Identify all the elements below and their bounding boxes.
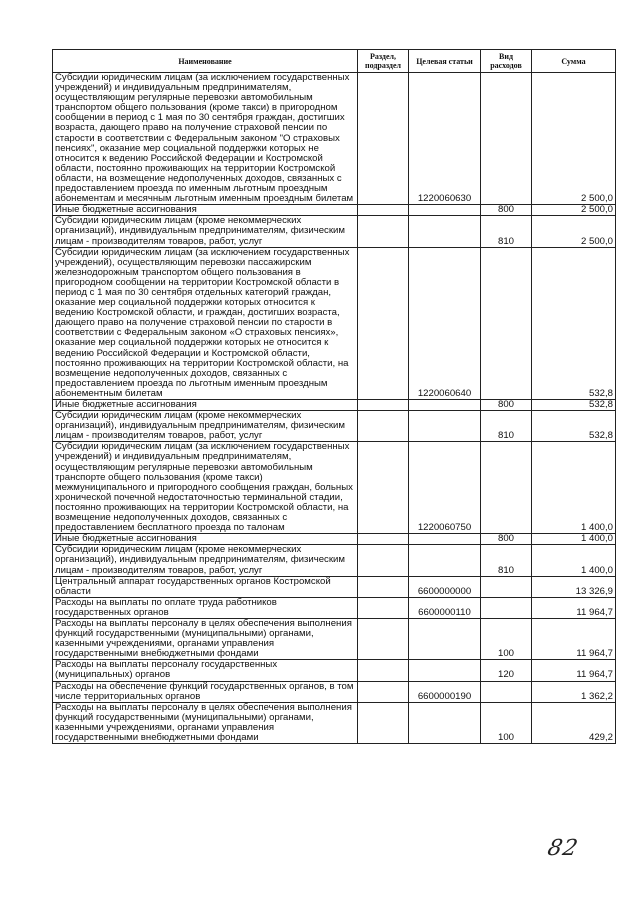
- row-expense: [481, 576, 532, 597]
- page-number: 82: [545, 836, 581, 861]
- row-expense: [481, 247, 532, 399]
- row-target: 1220060630: [409, 73, 481, 205]
- row-section: [358, 216, 409, 247]
- row-name: Расходы на выплаты по оплате труда работников государственных органов: [53, 597, 358, 618]
- row-target: [409, 660, 481, 681]
- table-header-row: [53, 50, 616, 73]
- row-expense: 810: [481, 216, 532, 247]
- row-sum: 11 964,7: [532, 597, 616, 618]
- row-sum: 11 964,7: [532, 618, 616, 659]
- header-sum: Сумма: [532, 50, 616, 73]
- row-sum: 532,8: [532, 411, 616, 442]
- row-name: Расходы на выплаты персоналу государственных (муниципальных) органов: [53, 660, 358, 681]
- row-target: [409, 618, 481, 659]
- row-expense: [481, 442, 532, 534]
- header-name: Наименование: [53, 50, 358, 73]
- row-expense: 810: [481, 545, 532, 576]
- row-target: 1220060640: [409, 247, 481, 399]
- table-row: [53, 618, 616, 659]
- header-target: Целевая статьи: [409, 50, 481, 73]
- table-row: [53, 205, 616, 216]
- row-target: [409, 702, 481, 743]
- row-name: Расходы на выплаты персоналу в целях обеспечения выполнения функций государственными (муниципальными) органами, казенными учреждениями, органами управления государственными внебюджетными фондами: [53, 702, 358, 743]
- row-section: [358, 597, 409, 618]
- row-section: [358, 702, 409, 743]
- row-sum: 1 400,0: [532, 442, 616, 534]
- row-expense: 800: [481, 205, 532, 216]
- row-section: [358, 660, 409, 681]
- header-expense: Вид расходов: [481, 50, 532, 73]
- row-expense: [481, 681, 532, 702]
- row-section: [358, 618, 409, 659]
- row-sum: 2 500,0: [532, 73, 616, 205]
- row-name: Иные бюджетные ассигнования: [53, 205, 358, 216]
- row-expense: 810: [481, 411, 532, 442]
- row-expense: 800: [481, 534, 532, 545]
- table-row: [53, 534, 616, 545]
- row-sum: 2 500,0: [532, 205, 616, 216]
- row-name: Субсидии юридическим лицам (за исключением государственных учреждений), осуществляющим перевозки пассажирским железнодорожным транспортом общего пользования в пригородном сообщении на территории Костромской области в период с 1 мая по 30 сентября отдельных категорий граждан, оказание мер социальной поддержки которых относится к ведению Костромской области, и граждан, достигших возраста, дающего право на получение страховой пенсии по старости в соответствии с Федеральным законом «О страховых пенсиях», оказание мер социальной поддержки которых не относится к ведению Российской Федерации и Костромской области, постоянно проживающих на территории Костромской области, на возмещение недополученных доходов, связанных с предоставлением проезда по льготным именным проездным абонементным билетам: [53, 247, 358, 399]
- table-row: [53, 681, 616, 702]
- row-name: Иные бюджетные ассигнования: [53, 534, 358, 545]
- table-row: [53, 216, 616, 247]
- row-name: Расходы на обеспечение функций государственных органов, в том числе территориальных органов: [53, 681, 358, 702]
- row-target: [409, 545, 481, 576]
- row-target: 6600000190: [409, 681, 481, 702]
- row-expense: 120: [481, 660, 532, 681]
- row-name: Субсидии юридическим лицам (за исключением государственных учреждений) и индивидуальным предпринимателям, осуществляющим регулярные перевозки автомобильным транспорте общего пользования (кроме такси) межмуниципального и пригородного сообщения граждан, больных хронической почечной недостаточностью терминальной стадии, постоянно проживающих на территории Костромской области, на возмещение недополученных доходов, связанных с предоставлением бесплатного проезда по талонам: [53, 442, 358, 534]
- row-sum: 11 964,7: [532, 660, 616, 681]
- row-expense: 100: [481, 618, 532, 659]
- row-sum: 2 500,0: [532, 216, 616, 247]
- table-row: [53, 545, 616, 576]
- row-section: [358, 534, 409, 545]
- row-name: Субсидии юридическим лицам (за исключением государственных учреждений) и индивидуальным предпринимателям, осуществляющим регулярные перевозки автомобильным транспортом общего пользования (кроме такси) в пригородном сообщении в период с 1 мая по 30 сентября граждан, достигших возраста, дающего право на получение страховой пенсии по старости в соответствии с Федеральным законом "О страховых пенсиях", оказание мер социальной поддержки которых не относится к ведению Российской Федерации и Костромской области, постоянно проживающих на территории Костромской области, на возмещение недополученных доходов, связанных с предоставлением проезда по именным льготным проездным абонементам и месячным льготным именным проездным билетам: [53, 73, 358, 205]
- table-row: [53, 411, 616, 442]
- row-target: 6600000000: [409, 576, 481, 597]
- row-name: Субсидии юридическим лицам (кроме некоммерческих организаций), индивидуальным предпринимателям, физическим лицам - производителям товаров, работ, услуг: [53, 216, 358, 247]
- row-expense: 100: [481, 702, 532, 743]
- row-section: [358, 442, 409, 534]
- row-sum: 1 400,0: [532, 545, 616, 576]
- row-target: [409, 534, 481, 545]
- row-expense: [481, 597, 532, 618]
- row-section: [358, 545, 409, 576]
- table-row: [53, 660, 616, 681]
- row-sum: 13 326,9: [532, 576, 616, 597]
- row-sum: 429,2: [532, 702, 616, 743]
- row-section: [358, 73, 409, 205]
- row-name: Центральный аппарат государственных органов Костромской области: [53, 576, 358, 597]
- row-expense: [481, 73, 532, 205]
- row-sum: 532,8: [532, 400, 616, 411]
- budget-table: [52, 49, 616, 744]
- header-section: Раздел, подраздел: [358, 50, 409, 73]
- row-sum: 532,8: [532, 247, 616, 399]
- table-row: [53, 597, 616, 618]
- row-sum: 1 362,2: [532, 681, 616, 702]
- row-section: [358, 205, 409, 216]
- table-row: [53, 442, 616, 534]
- row-target: 6600000110: [409, 597, 481, 618]
- row-name: Расходы на выплаты персоналу в целях обеспечения выполнения функций государственными (муниципальными) органами, казенными учреждениями, органами управления государственными внебюджетными фондами: [53, 618, 358, 659]
- row-name: Иные бюджетные ассигнования: [53, 400, 358, 411]
- table-row: [53, 576, 616, 597]
- row-target: [409, 400, 481, 411]
- row-section: [358, 681, 409, 702]
- table-row: [53, 702, 616, 743]
- row-target: 1220060750: [409, 442, 481, 534]
- row-target: [409, 411, 481, 442]
- row-sum: 1 400,0: [532, 534, 616, 545]
- row-section: [358, 247, 409, 399]
- row-target: [409, 216, 481, 247]
- row-section: [358, 411, 409, 442]
- row-section: [358, 400, 409, 411]
- row-target: [409, 205, 481, 216]
- table-row: [53, 247, 616, 399]
- row-section: [358, 576, 409, 597]
- table-row: [53, 73, 616, 205]
- row-expense: 800: [481, 400, 532, 411]
- table-row: [53, 400, 616, 411]
- row-name: Субсидии юридическим лицам (кроме некоммерческих организаций), индивидуальным предпринимателям, физическим лицам - производителям товаров, работ, услуг: [53, 545, 358, 576]
- row-name: Субсидии юридическим лицам (кроме некоммерческих организаций), индивидуальным предпринимателям, физическим лицам - производителям товаров, работ, услуг: [53, 411, 358, 442]
